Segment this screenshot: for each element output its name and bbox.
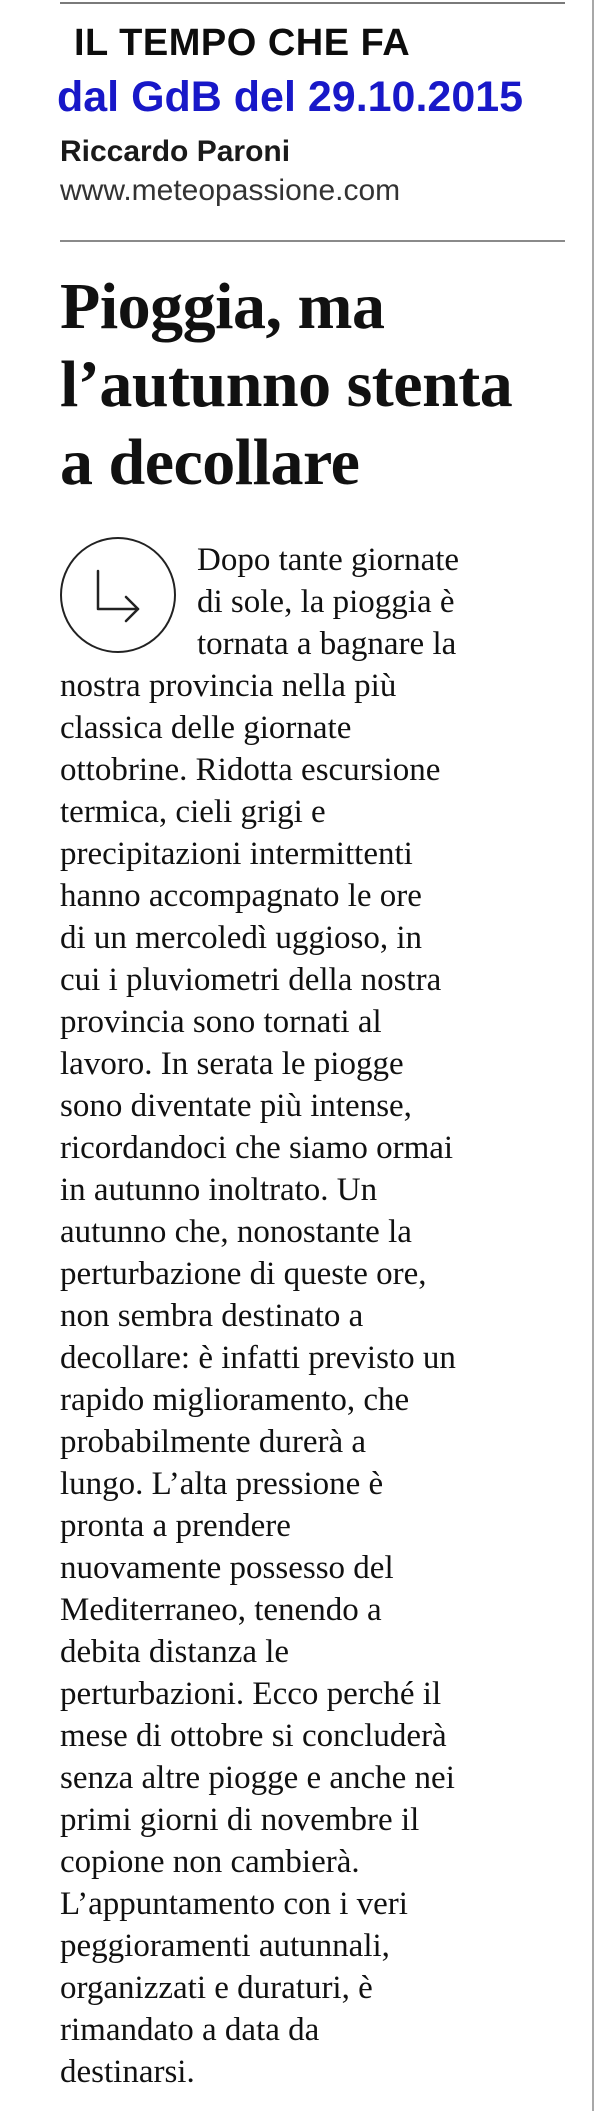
body-line: Dopo tante giornate [197, 542, 460, 578]
body-line: probabilmente durerà a [60, 1424, 367, 1460]
body-line: nostra provincia nella più [60, 668, 397, 704]
headline [60, 268, 580, 502]
column-rule [592, 0, 594, 2111]
body-line: autunno che, nonostante la [60, 1214, 412, 1250]
body-line: provincia sono tornati al [60, 1004, 382, 1040]
body-line: L’appuntamento con i veri [60, 1886, 408, 1922]
body-line: sono diventate più intense, [60, 1088, 412, 1124]
body-line: debita distanza le [60, 1634, 290, 1670]
top-rule [60, 2, 565, 4]
headline-line: l’autunno stenta [60, 348, 513, 421]
body-line: pronta a prendere [60, 1508, 291, 1544]
author-website: www.meteopassione.com [60, 174, 401, 207]
body-line: nuovamente possesso del [60, 1550, 394, 1586]
body-line: in autunno inoltrato. Un [60, 1172, 378, 1208]
body-line: perturbazione di queste ore, [60, 1256, 427, 1292]
author-name: Riccardo Paroni [60, 135, 291, 168]
body-line: organizzati e duraturi, è [60, 1970, 373, 2006]
body-line: ricordandoci che siamo ormai [60, 1130, 454, 1166]
article-body [60, 539, 580, 2093]
body-line: ottobrine. Ridotta escursione [60, 752, 441, 788]
body-line: hanno accompagnato le ore [60, 878, 422, 914]
body-line: rapido miglioramento, che [60, 1382, 410, 1418]
body-line: lungo. L’alta pressione è [60, 1466, 384, 1502]
body-line: cui i pluviometri della nostra [60, 962, 442, 998]
header-divider [60, 240, 565, 242]
body-line: primi giorni di novembre il [60, 1802, 420, 1838]
body-line: classica delle giornate [60, 710, 352, 746]
body-line: di sole, la pioggia è [197, 584, 455, 620]
body-line: precipitazioni intermittenti [60, 836, 413, 872]
body-line: Mediterraneo, tenendo a [60, 1592, 382, 1628]
body-line: termica, cieli grigi e [60, 794, 326, 830]
body-line: non sembra destinato a [60, 1298, 364, 1334]
body-line: tornata a bagnare la [197, 626, 457, 662]
headline-line: Pioggia, ma [60, 270, 385, 343]
body-line: lavoro. In serata le piogge [60, 1046, 404, 1082]
source-date-stamp: dal GdB del 29.10.2015 [57, 73, 524, 121]
body-line: destinarsi. [60, 2054, 195, 2090]
body-line: mese di ottobre si concluderà [60, 1718, 447, 1754]
headline-line: a decollare [60, 426, 360, 499]
body-line: di un mercoledì uggioso, in [60, 920, 423, 956]
body-line: copione non cambierà. [60, 1844, 360, 1880]
body-line: perturbazioni. Ecco perché il [60, 1676, 442, 1712]
body-line: rimandato a data da [60, 2012, 320, 2048]
body-line: peggioramenti autunnali, [60, 1928, 390, 1964]
body-line: decollare: è infatti previsto un [60, 1340, 456, 1376]
body-line: senza altre piogge e anche nei [60, 1760, 455, 1796]
section-rubric: IL TEMPO CHE FA [74, 22, 411, 64]
